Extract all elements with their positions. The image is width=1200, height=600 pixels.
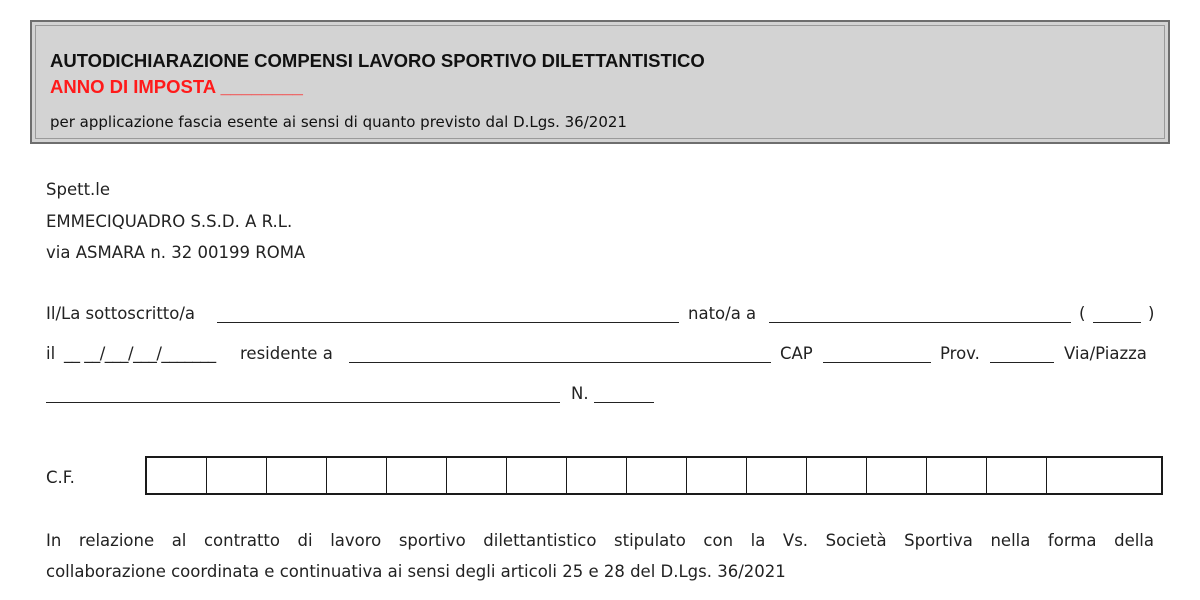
cf-char-box[interactable] — [507, 458, 567, 493]
contract-paragraph-line2: collaborazione coordinata e continuativa ai sensi degli articoli 25 e 28 del D.Lgs. 36/2021 — [46, 562, 786, 581]
residence-province-field[interactable] — [990, 362, 1054, 363]
contract-paragraph-line1: In relazione al contratto di lavoro sportivo dilettantistico stipulato con la Vs. Società Sportiva nella forma della — [46, 531, 1154, 550]
birthdate-field[interactable]: __ __/___/___/_______ — [64, 344, 216, 363]
tax-year-label: ANNO DI IMPOSTA ________ — [50, 76, 303, 97]
cap-field[interactable] — [823, 362, 931, 363]
cf-char-box[interactable] — [987, 458, 1047, 493]
cf-char-box[interactable] — [807, 458, 867, 493]
recipient-salutation: Spett.le — [46, 180, 111, 199]
cf-char-box[interactable] — [207, 458, 267, 493]
number-label: N. — [571, 384, 589, 403]
document-title: AUTODICHIARAZIONE COMPENSI LAVORO SPORTIVO DILETTANTISTICO — [50, 50, 705, 71]
recipient-address: via ASMARA n. 32 00199 ROMA — [46, 243, 306, 262]
resident-label: residente a — [240, 344, 333, 363]
date-label: il — [46, 344, 56, 363]
codice-fiscale-grid — [145, 456, 1163, 495]
prov-label: Prov. — [940, 344, 980, 363]
born-label: nato/a a — [688, 304, 757, 323]
cf-char-box[interactable] — [267, 458, 327, 493]
cf-char-box[interactable] — [387, 458, 447, 493]
birth-province-field[interactable] — [1093, 322, 1141, 323]
birthplace-field[interactable] — [769, 322, 1071, 323]
cf-label: C.F. — [46, 468, 75, 487]
document-subtitle: per applicazione fascia esente ai sensi di quanto previsto dal D.Lgs. 36/2021 — [50, 113, 627, 131]
cf-char-box[interactable] — [147, 458, 207, 493]
cf-char-box[interactable] — [627, 458, 687, 493]
street-number-field[interactable] — [594, 402, 654, 403]
recipient-name: EMMECIQUADRO S.S.D. A R.L. — [46, 212, 293, 231]
cf-char-box[interactable] — [687, 458, 747, 493]
street-label: Via/Piazza — [1064, 344, 1147, 363]
cap-label: CAP — [780, 344, 813, 363]
province-close-paren: ) — [1148, 304, 1155, 323]
cf-char-box[interactable] — [927, 458, 987, 493]
cf-char-box[interactable] — [1047, 458, 1161, 493]
cf-char-box[interactable] — [747, 458, 807, 493]
street-field[interactable] — [46, 402, 560, 403]
cf-char-box[interactable] — [567, 458, 627, 493]
province-open-paren: ( — [1079, 304, 1086, 323]
residence-city-field[interactable] — [349, 362, 771, 363]
cf-char-box[interactable] — [447, 458, 507, 493]
cf-char-box[interactable] — [867, 458, 927, 493]
undersigned-name-field[interactable] — [217, 322, 679, 323]
cf-char-box[interactable] — [327, 458, 387, 493]
undersigned-label: Il/La sottoscritto/a — [46, 304, 196, 323]
